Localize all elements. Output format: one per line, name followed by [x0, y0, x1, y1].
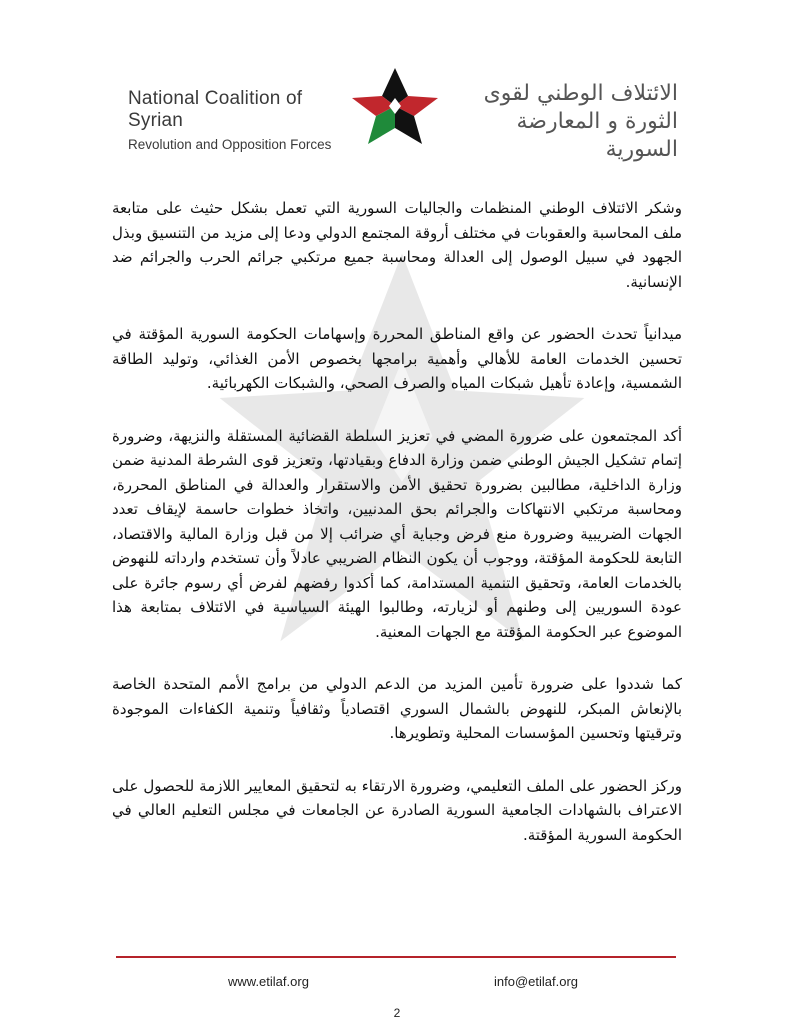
paragraph: وشكر الائتلاف الوطني المنظمات والجاليات السورية التي تعمل بشكل حثيث على متابعة ملف المحاسبة والعقوبات في مختلف أروقة المجتمع الدولي ودعا إلى مزيد من التنسيق وبذل الجهود في سبيل الوصول إلى العدالة ومحاسبة جميع مرتكبي جرائم الحرب والجرائم ضد الإنسانية.: [112, 199, 682, 291]
paragraph: كما شددوا على ضرورة تأمين المزيد من الدعم الدولي من برامج الأمم المتحدة الخاصة بالإنعاش المبكر، للنهوض بالشمال السوري اقتصادياً وثقافياً وتنمية الكفاءات الموجودة وترقيتها وتحسين المؤسسات المحلية وتطويرها.: [112, 675, 682, 742]
page-number: 2: [393, 1006, 401, 1020]
header-arabic-line1: الائتلاف الوطني لقوى: [483, 81, 678, 106]
header-arabic-line2: الثورة و المعارضة السورية: [516, 109, 678, 162]
website-link[interactable]: www.etilaf.org: [228, 974, 309, 989]
document-body: [112, 196, 682, 875]
header-english-line1: National Coalition of Syrian: [128, 88, 303, 131]
paragraph: وركز الحضور على الملف التعليمي، وضرورة الارتقاء به لتحقيق المعايير اللازمة للحصول على الاعتراف بالشهادات الجامعية السورية الصادرة عن الجامعات في مجلس التعليم العالي في الحكومة السورية المؤقتة.: [112, 776, 682, 844]
header-arabic: [448, 80, 678, 164]
footer-divider: [116, 956, 676, 958]
coalition-star-logo-icon: [350, 66, 440, 146]
header-english: [128, 88, 348, 152]
paragraph: ميدانياً تحدث الحضور عن واقع المناطق المحررة وإسهامات الحكومة السورية المؤقتة في تحسين الخدمات العامة للأهالي وأهمية برامجها بخصوص الأمن الغذائي، وتوليد الطاقة الشمسية، وإعادة تأهيل شبكات المياه والصرف الصحي، والشبكات الكهربائية.: [112, 325, 682, 392]
header-english-line2: Revolution and Opposition Forces: [128, 137, 332, 152]
paragraph: أكد المجتمعون على ضرورة المضي في تعزيز السلطة القضائية المستقلة والنزيهة، وضرورة إتمام تشكيل الجيش الوطني ضمن وزارة الدفاع وبقيادتها، وتعزيز قوى الشرطة المدنية ضمن وزارة الداخلية، مطالبين بضرورة تحقيق الأمن والاستقرار والعدالة في المناطق المحررة، ومحاسبة مرتكبي الانتهاكات والجرائم بحق المدنيين، واتخاذ خطوات حاسمة لإيقاف تعدد الجهات الضريبية وضرورة منع فرض وجباية أي ضرائب إلا من قبل وزارة المالية والاقتصاد، التابعة للحكومة المؤقتة، ووجوب أن يكون النظام الضريبي عادلاً وأن تستخدم وارداته للنهوض بالخدمات العامة، وتحقيق التنمية المستدامة، كما أكدوا رفضهم لفرض أي رسوم جائرة على عودة السوريين إلى وطنهم أو لزيارته، وطالبوا الهيئة السياسية في الائتلاف بمتابعة هذا الموضوع عبر الحكومة المؤقتة مع الجهات المعنية.: [112, 426, 682, 641]
email-link[interactable]: info@etilaf.org: [494, 974, 579, 989]
